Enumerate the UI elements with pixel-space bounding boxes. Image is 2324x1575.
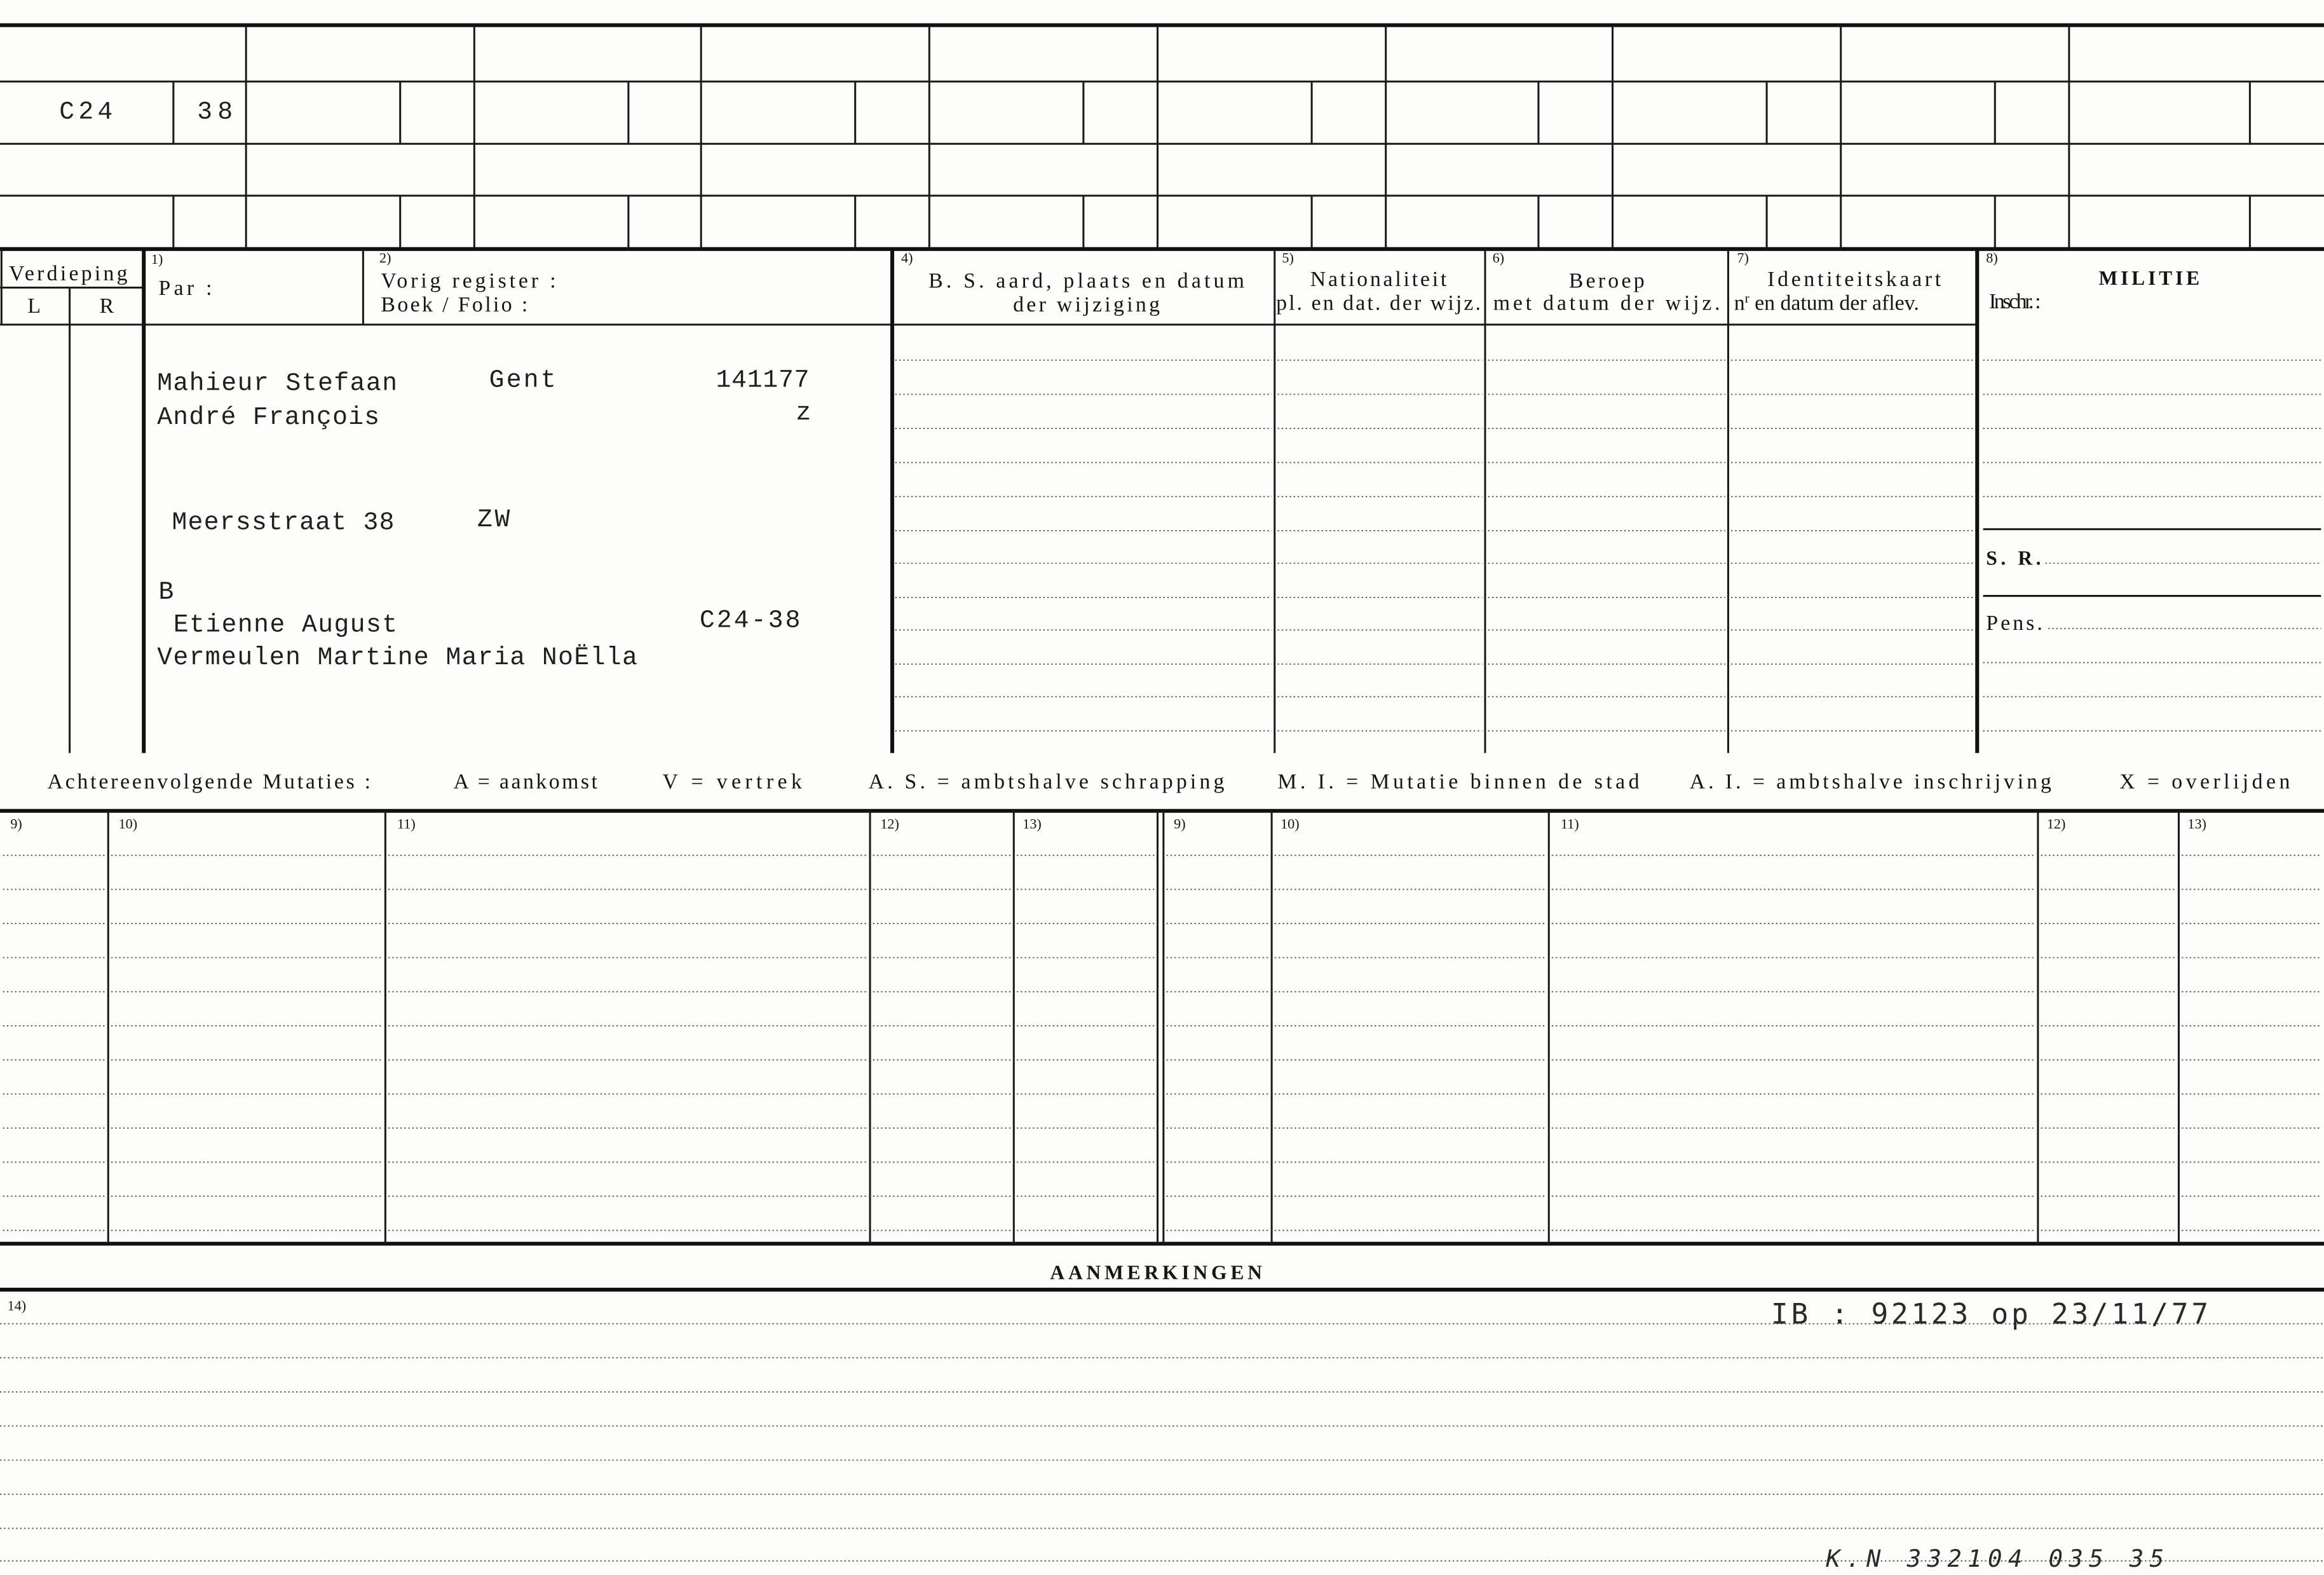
pens-label: Pens. (1986, 611, 2042, 636)
personal-data-entries (157, 366, 811, 672)
birthplace: Gent (489, 365, 556, 395)
district-code: ZW (477, 505, 510, 534)
column-number-6: 6) (1492, 249, 1505, 266)
birthdate: 141177 (716, 365, 810, 395)
burgerlijke-stand-label: B. S. aard, plaats en datum (928, 269, 1244, 293)
register-section-code: C24 (59, 97, 113, 126)
identiteitskaart-label: Identiteitskaart (1767, 268, 1941, 292)
mutation-column-number: 11) (1560, 815, 1579, 832)
status-code: B (158, 578, 174, 607)
legend-title: Achtereenvolgende Mutaties : (47, 770, 371, 794)
top-register-values (59, 98, 233, 126)
personal-data-section-lines (0, 249, 2321, 753)
remarks-title: AANMERKINGEN (1050, 1261, 1262, 1284)
verdieping-label: Verdieping (8, 261, 128, 285)
column-number-4: 4) (901, 249, 913, 266)
mutation-column-number: 12) (2046, 815, 2066, 832)
legend-item: A. I. = ambtshalve inschrijving (1689, 770, 2051, 794)
identiteitskaart-sublabel (1734, 290, 1919, 315)
remarks-entry: IB : 92123 op 23/11/77 (1771, 1298, 2209, 1331)
sublabel-rest: en datum der aflev. (1749, 291, 1919, 315)
register-folio-number: 38 (197, 97, 233, 126)
beroep-label: Beroep (1568, 269, 1645, 293)
mutation-column-number: 10) (118, 815, 138, 832)
boek-folio-label: Boek / Folio : (381, 292, 528, 317)
column-number-5: 5) (1282, 249, 1294, 266)
burgerlijke-stand-sublabel: der wijziging (1013, 292, 1160, 317)
militie-label: MILITIE (2098, 266, 2200, 289)
mother-name: Vermeulen Martine Maria NoËlla (157, 643, 637, 672)
mutation-column-number: 13) (1023, 815, 1042, 832)
address: Meersstraat 38 (172, 508, 395, 537)
mutation-column-number: 12) (880, 815, 899, 832)
remarks-section (8, 1262, 2208, 1572)
mutations-table-lines (0, 811, 2324, 1244)
legend-item: X = overlijden (2119, 770, 2290, 794)
vorig-register-label: Vorig register : (381, 269, 556, 293)
remarks-number: 14) (7, 1297, 27, 1314)
nationaliteit-sublabel: pl. en dat. der wijz. (1276, 291, 1481, 315)
header-row (9, 250, 2199, 635)
column-number-8: 8) (1986, 249, 1998, 266)
mutation-column-number: 10) (1281, 815, 1300, 832)
verdieping-right-label: R (99, 294, 114, 318)
sr-label: S. R. (1986, 547, 2041, 569)
mutation-column-number: 9) (1174, 815, 1186, 832)
mutations-table-header (10, 816, 2206, 832)
verdieping-left-label: L (27, 294, 41, 318)
top-register-grid (0, 25, 2324, 249)
legend-item: V = vertrek (662, 770, 802, 794)
mutation-column-number: 11) (397, 815, 416, 832)
mutation-column-number: 13) (2187, 815, 2206, 832)
beroep-sublabel: met datum der wijz. (1493, 291, 1720, 315)
sublabel-prefix: n (1734, 291, 1745, 315)
legend-item: M. I. = Mutatie binnen de stad (1277, 770, 1640, 794)
register-reference: C24-38 (699, 606, 801, 635)
inschrijving-label: Inschr. : (1988, 290, 2041, 314)
mutations-legend (48, 770, 2290, 794)
sex-mark: z (796, 399, 812, 428)
column-number-2: 2) (379, 249, 391, 266)
legend-item: A. S. = ambtshalve schrapping (868, 770, 1225, 794)
nationaliteit-label: Nationaliteit (1310, 268, 1447, 292)
given-names: André François (157, 403, 380, 432)
column-number-1: 1) (151, 251, 163, 268)
person-name: Mahieur Stefaan (157, 369, 398, 398)
mutation-column-number: 9) (10, 815, 22, 832)
legend-item: A = aankomst (453, 770, 597, 794)
par-label: Par : (158, 276, 212, 301)
column-number-7: 7) (1737, 249, 1749, 266)
father-name: Etienne August (173, 610, 398, 639)
sublabel-superscript: r (1744, 290, 1750, 306)
card-reference-number: K.N 332104 035 35 (1826, 1544, 2164, 1573)
